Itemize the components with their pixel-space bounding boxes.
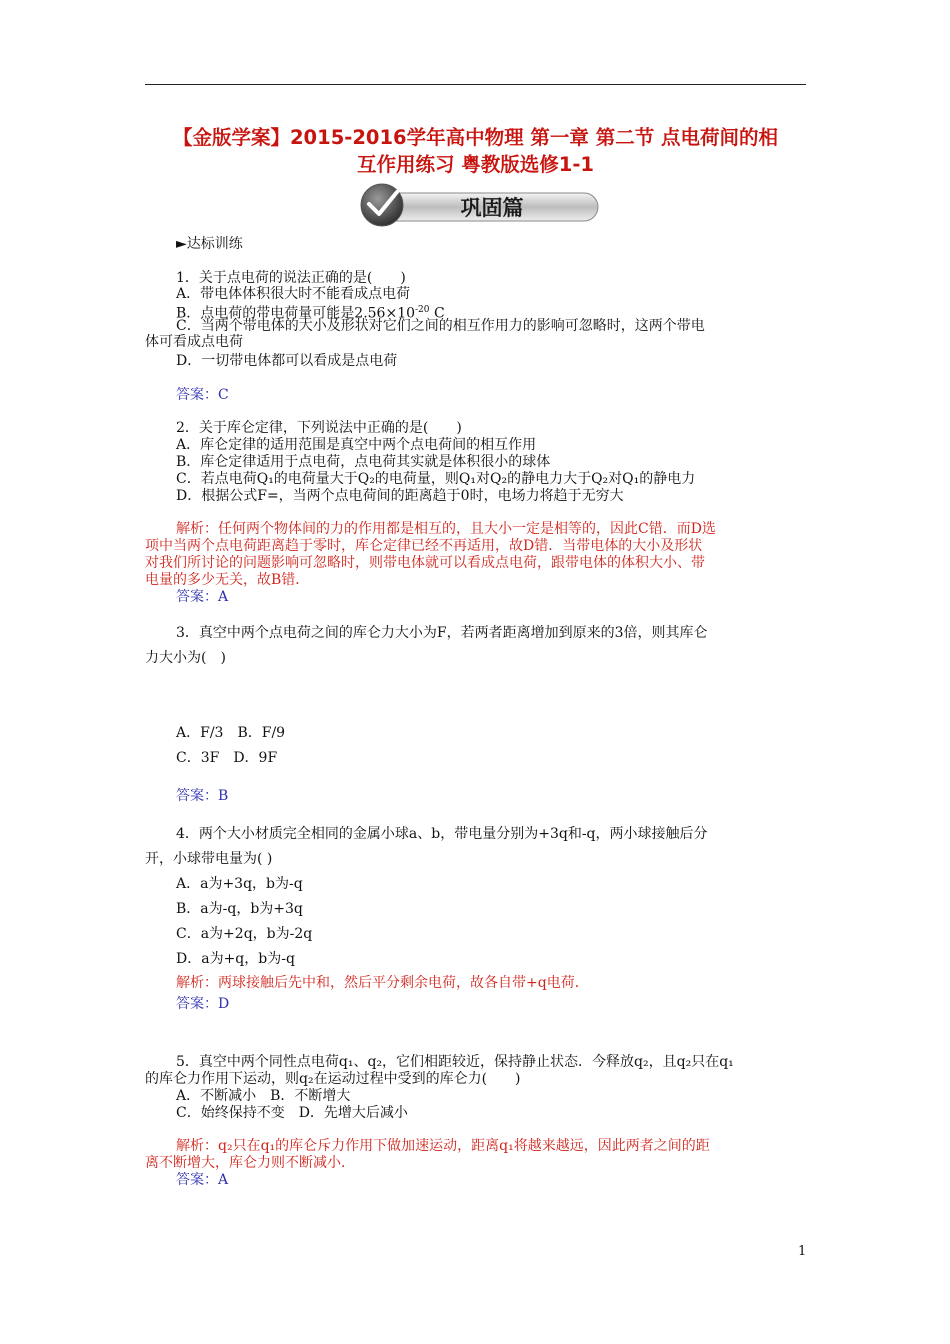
q4-explanation: 解析：两球接触后先中和，然后平分剩余电荷，故各自带+q电荷．: [176, 975, 589, 991]
q5-stem-line2: 的库仑力作用下运动，则q₂在运动过程中受到的库仑力( ): [145, 1071, 521, 1087]
q3-stem-line1: 3．真空中两个点电荷之间的库仑力大小为F，若两者距离增加到原来的3倍，则其库仑: [176, 625, 708, 641]
q2-option-c: C．若点电荷Q₁的电荷量大于Q₂的电荷量，则Q₁对Q₂的静电力大于Q₂对Q₁的静电力: [176, 471, 696, 487]
q2-explanation-line1: 解析：任何两个物体间的力的作用都是相互的，且大小一定是相等的，因此C错．而D选: [176, 521, 716, 537]
q2-stem: 2．关于库仑定律，下列说法中正确的是( ): [176, 420, 462, 436]
q1-option-a: A．带电体体积很大时不能看成点电荷: [176, 286, 411, 302]
q4-option-d: D．a为+q，b为-q: [176, 951, 295, 967]
q5-answer: 答案：A: [176, 1172, 229, 1188]
q5-stem-line1: 5．真空中两个同性点电荷q₁、q₂，它们相距较近，保持静止状态．今释放q₂，且q₂只在q₁: [176, 1054, 734, 1070]
q3-options-ab: A．F/3 B．F/9: [176, 725, 286, 741]
q5-options-cd: C．始终保持不变 D．先增大后减小: [176, 1105, 408, 1121]
q2-option-d: D．根据公式F=，当两个点电荷间的距离趋于0时，电场力将趋于无穷大: [176, 488, 624, 504]
q4-option-b: B．a为-q，b为+3q: [176, 901, 303, 917]
q4-option-a: A．a为+3q，b为-q: [176, 876, 303, 892]
header-rule: [145, 84, 806, 85]
q4-answer: 答案：D: [176, 996, 230, 1012]
q2-explanation-line3: 对我们所讨论的问题影响可忽略时，则带电体就可以看成点电荷，跟带电体的体积大小、带: [145, 555, 705, 571]
q2-explanation-line2: 项中当两个点电荷距离趋于零时，库仑定律已经不再适用，故D错．当带电体的大小及形状: [145, 538, 703, 554]
section-heading: ►达标训练: [176, 236, 243, 252]
q3-answer: 答案：B: [176, 788, 229, 804]
q1-exponent: -20: [415, 305, 430, 315]
q5-options-ab: A．不断减小 B．不断增大: [176, 1088, 351, 1104]
q2-option-a: A．库仑定律的适用范围是真空中两个点电荷间的相互作用: [176, 437, 537, 453]
banner-title: 巩固篇: [460, 196, 524, 220]
q2-answer: 答案：A: [176, 589, 229, 605]
section-banner: [352, 183, 602, 229]
q1-answer: 答案：C: [176, 387, 229, 403]
q4-option-c: C．a为+2q，b为-2q: [176, 926, 313, 942]
q1-option-c-line2: 体可看成点电荷: [145, 334, 243, 350]
q3-stem-line2: 力大小为( ): [145, 650, 226, 666]
document-title: [145, 124, 806, 178]
q5-explanation-line2: 离不断增大，库仑力则不断减小．: [145, 1155, 355, 1171]
q2-explanation-line4: 电量的多少无关，故B错．: [145, 572, 310, 588]
title-line-2: 互作用练习 粤教版选修1-1: [356, 153, 595, 176]
q3-options-cd: C．3F D．9F: [176, 750, 278, 766]
q2-option-b: B．库仑定律适用于点电荷，点电荷其实就是体积很小的球体: [176, 454, 551, 470]
q4-stem-line2: 开，小球带电量为( ): [145, 851, 273, 867]
title-line-1: 【金版学案】2015-2016学年高中物理 第一章 第二节 点电荷间的相: [172, 126, 778, 149]
page-number: 1: [798, 1244, 807, 1259]
q5-explanation-line1: 解析：q₂只在q₁的库仑斥力作用下做加速运动，距离q₁将越来越远，因此两者之间的距: [176, 1138, 710, 1154]
q1-option-c-line1: C．当两个带电体的大小及形状对它们之间的相互作用力的影响可忽略时，这两个带电: [176, 318, 705, 334]
q4-stem-line1: 4．两个大小材质完全相同的金属小球a、b，带电量分别为+3q和-q，两小球接触后分: [176, 826, 708, 842]
q1-option-b: B．点电荷的带电荷量可能是$2.56\times 10^{-20}$ C: [176, 305, 445, 322]
q1-option-d: D．一切带电体都可以看成是点电荷: [176, 353, 398, 369]
q1-stem: 1．关于点电荷的说法正确的是( ): [176, 270, 406, 286]
